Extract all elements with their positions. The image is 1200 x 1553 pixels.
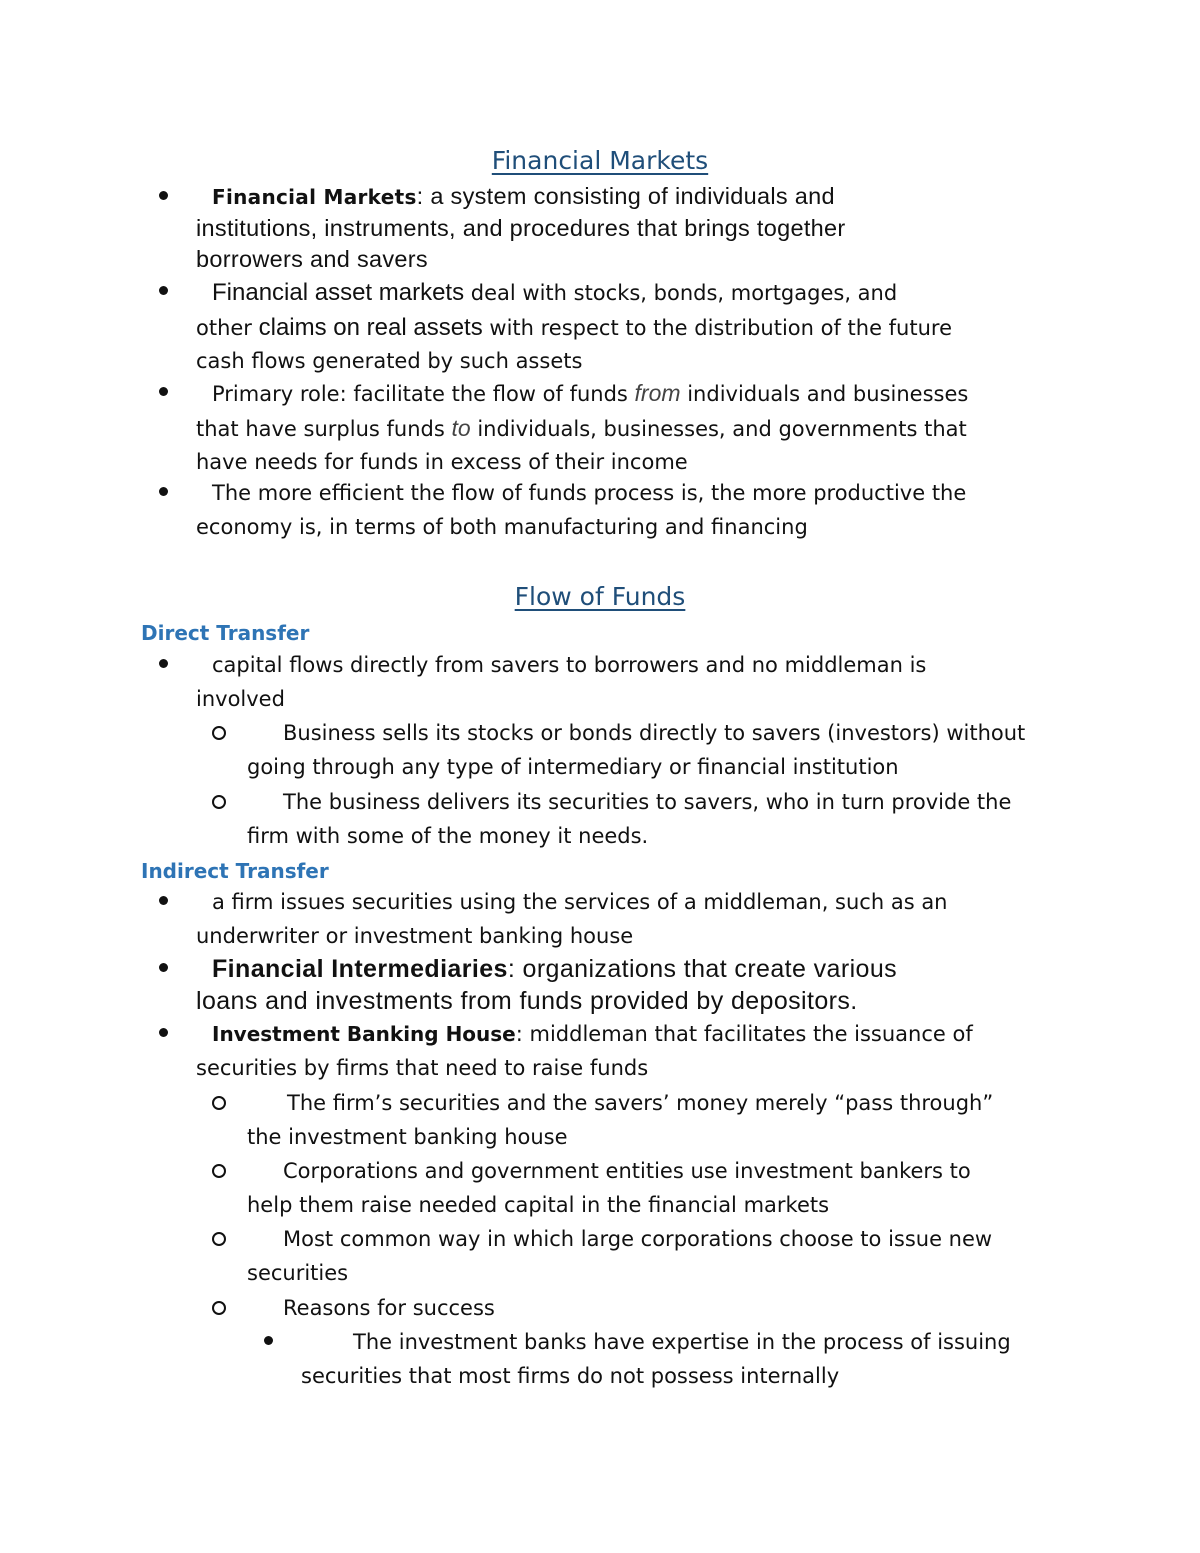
- section-title-financial-markets: Financial Markets: [491, 146, 709, 175]
- bullet-financial-markets: [196, 181, 1076, 275]
- term-investment-banking-house: Investment Banking House: [212, 1022, 516, 1046]
- text-line: other: [196, 315, 259, 340]
- bullet-icon: [159, 896, 168, 905]
- text-line: Reasons for success: [283, 1296, 495, 1320]
- term-claims-on-real-assets: claims on real assets: [258, 313, 483, 341]
- bullet-icon: [159, 659, 168, 668]
- sub-bullet-circle-icon: [212, 795, 226, 809]
- bullet-firm-issues: [196, 886, 1096, 953]
- sub-bullet-circle-icon: [212, 1301, 226, 1315]
- emphasis-to: to: [451, 414, 471, 441]
- term-financial-asset-markets: Financial asset markets: [212, 279, 465, 306]
- text-line: individuals, businesses, and governments that: [470, 416, 967, 441]
- term-financial-markets: Financial Markets: [212, 185, 417, 209]
- text-line: : organizations that create various: [507, 955, 898, 983]
- bullet-investment-banking-house: [196, 1018, 1096, 1085]
- bullet-icon: [159, 1028, 168, 1037]
- sub-bullet-circle-icon: [212, 1164, 226, 1178]
- tertiary-bullet-expertise: [301, 1326, 1161, 1393]
- bullet-icon: [159, 487, 168, 496]
- text-line: securities that most firms do not possess internally: [301, 1363, 840, 1388]
- text-line: going through any type of intermediary or financial institution: [247, 754, 899, 779]
- text-line: help them raise needed capital in the financial markets: [247, 1192, 830, 1217]
- text-line: firm with some of the money it needs.: [247, 823, 649, 848]
- text-line: individuals and businesses: [680, 382, 969, 406]
- sub-bullet-circle-icon: [212, 1232, 226, 1246]
- text-line: securities by firms that need to raise funds: [196, 1055, 649, 1080]
- text-line: economy is, in terms of both manufacturing and financing: [196, 514, 808, 539]
- bullet-icon: [159, 286, 168, 295]
- text-line: cash flows generated by such assets: [196, 349, 583, 374]
- text-line: a firm issues securities using the services of a middleman, such as an: [212, 890, 948, 914]
- sub-bullet-circle-icon: [212, 726, 226, 740]
- sub-bullet-pass-through: [247, 1087, 1147, 1154]
- text-line: capital flows directly from savers to borrowers and no middleman is: [212, 653, 927, 677]
- text-line: Primary role: facilitate the flow of funds: [212, 382, 635, 406]
- emphasis-from: from: [634, 380, 681, 406]
- text-line: have needs for funds in excess of their income: [196, 450, 688, 475]
- text-line: borrowers and savers: [196, 246, 428, 272]
- bullet-icon: [159, 963, 168, 972]
- bullet-financial-intermediaries: [196, 953, 1096, 1017]
- bullet-icon: [264, 1336, 273, 1345]
- bullet-icon: [159, 191, 168, 200]
- bullet-direct-capital-flows: [196, 649, 1096, 716]
- text-line: underwriter or investment banking house: [196, 923, 634, 948]
- text-line: : middleman that facilitates the issuance of: [515, 1022, 973, 1046]
- sub-bullet-most-common: [247, 1223, 1147, 1290]
- text-line: that have surplus funds: [196, 416, 452, 441]
- sub-bullet-circle-icon: [212, 1096, 226, 1110]
- text-line: loans and investments from funds provided by depositors.: [196, 987, 858, 1015]
- text-line: deal with stocks, bonds, mortgages, and: [464, 281, 898, 305]
- subheading-direct-transfer: Direct Transfer: [141, 621, 310, 645]
- bullet-primary-role: [196, 377, 1076, 480]
- text-line: Corporations and government entities use investment bankers to: [283, 1159, 971, 1183]
- text-line: involved: [196, 686, 285, 711]
- sub-bullet-corporations: [247, 1155, 1147, 1222]
- subheading-indirect-transfer: Indirect Transfer: [141, 859, 329, 883]
- text-line: the investment banking house: [247, 1124, 568, 1149]
- bullet-financial-asset-markets: [196, 276, 1076, 379]
- section-title-flow-of-funds: Flow of Funds: [514, 582, 686, 611]
- text-line: institutions, instruments, and procedures that brings together: [196, 215, 846, 241]
- text-line: with respect to the distribution of the future: [482, 315, 952, 340]
- sub-bullet-business-sells: [247, 717, 1147, 784]
- text-line: The investment banks have expertise in the process of issuing: [353, 1330, 1011, 1354]
- text-line: securities: [247, 1260, 349, 1285]
- sub-bullet-reasons-for-success: [247, 1292, 1147, 1326]
- term-financial-intermediaries: Financial Intermediaries: [212, 955, 508, 983]
- text-line: The firm’s securities and the savers’ money merely “pass through”: [287, 1091, 994, 1115]
- sub-bullet-business-delivers: [247, 786, 1147, 853]
- text-line: : a system consisting of individuals and: [416, 183, 835, 209]
- text-line: The business delivers its securities to savers, who in turn provide the: [283, 790, 1012, 814]
- bullet-efficiency: [196, 477, 1096, 544]
- text-line: The more efficient the flow of funds process is, the more productive the: [212, 481, 967, 505]
- bullet-icon: [159, 387, 168, 396]
- text-line: Most common way in which large corporations choose to issue new: [283, 1227, 993, 1251]
- text-line: Business sells its stocks or bonds directly to savers (investors) without: [283, 721, 1026, 745]
